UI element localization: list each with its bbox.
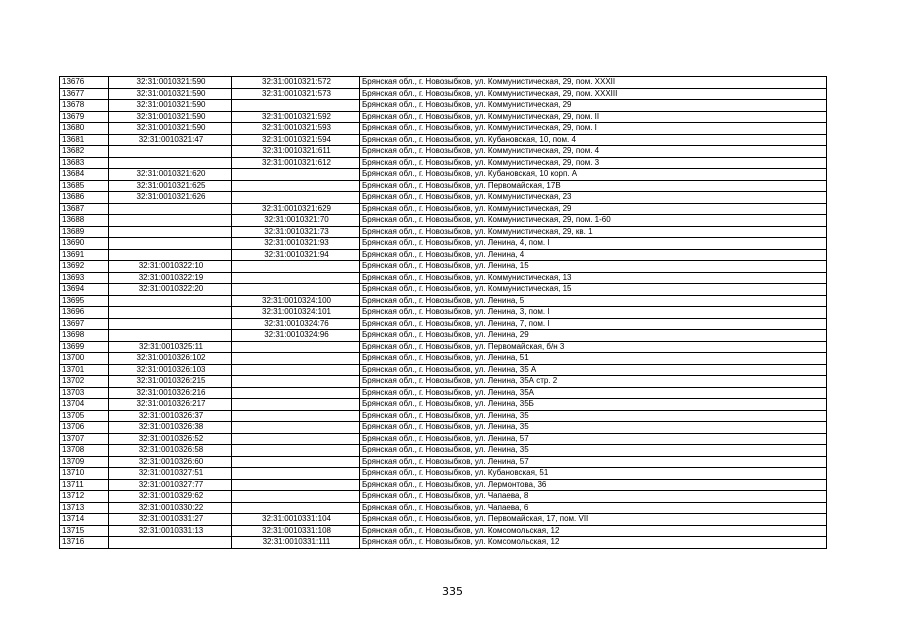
premises-cadastral-number-cell (232, 502, 360, 514)
premises-cadastral-number-cell: 32:31:0010321:573 (232, 88, 360, 100)
address-cell: Брянская обл., г. Новозыбков, ул. Коммунистическая, 29, пом. 3 (360, 157, 827, 169)
premises-cadastral-number-cell (232, 445, 360, 457)
premises-cadastral-number-cell (232, 261, 360, 273)
cadastral-number-cell: 32:31:0010326:103 (109, 364, 232, 376)
address-cell: Брянская обл., г. Новозыбков, ул. Лермонтова, 36 (360, 479, 827, 491)
row-number-cell: 13713 (60, 502, 109, 514)
cadastral-number-cell (109, 226, 232, 238)
premises-cadastral-number-cell: 32:31:0010331:108 (232, 525, 360, 537)
row-number-cell: 13676 (60, 77, 109, 89)
address-cell: Брянская обл., г. Новозыбков, ул. Ленина, 15 (360, 261, 827, 273)
cadastral-number-cell: 32:31:0010326:60 (109, 456, 232, 468)
table-row (60, 525, 827, 537)
cadastral-number-cell (109, 215, 232, 227)
table-row (60, 318, 827, 330)
address-cell: Брянская обл., г. Новозыбков, ул. Коммунистическая, 29, пом. XXXIII (360, 88, 827, 100)
address-cell: Брянская обл., г. Новозыбков, ул. Первомайская, 17, пом. VII (360, 514, 827, 526)
table-row (60, 215, 827, 227)
cadastral-number-cell (109, 330, 232, 342)
table-row (60, 479, 827, 491)
address-cell: Брянская обл., г. Новозыбков, ул. Кубановская, 10 корп. А (360, 169, 827, 181)
row-number-cell: 13686 (60, 192, 109, 204)
cadastral-number-cell: 32:31:0010321:590 (109, 123, 232, 135)
premises-cadastral-number-cell (232, 422, 360, 434)
table-row (60, 192, 827, 204)
table-row (60, 77, 827, 89)
row-number-cell: 13697 (60, 318, 109, 330)
registry-table (59, 76, 827, 549)
address-cell: Брянская обл., г. Новозыбков, ул. Ленина, 35А стр. 2 (360, 376, 827, 388)
address-cell: Брянская обл., г. Новозыбков, ул. Ленина, 29 (360, 330, 827, 342)
cadastral-number-cell (109, 203, 232, 215)
premises-cadastral-number-cell (232, 491, 360, 503)
table-row (60, 468, 827, 480)
address-cell: Брянская обл., г. Новозыбков, ул. Коммунистическая, 29 (360, 100, 827, 112)
table-row (60, 422, 827, 434)
premises-cadastral-number-cell (232, 364, 360, 376)
cadastral-number-cell: 32:31:0010321:47 (109, 134, 232, 146)
row-number-cell: 13690 (60, 238, 109, 250)
premises-cadastral-number-cell: 32:31:0010321:611 (232, 146, 360, 158)
table-row (60, 249, 827, 261)
premises-cadastral-number-cell: 32:31:0010321:70 (232, 215, 360, 227)
premises-cadastral-number-cell (232, 479, 360, 491)
address-cell: Брянская обл., г. Новозыбков, ул. Коммунистическая, 23 (360, 192, 827, 204)
address-cell: Брянская обл., г. Новозыбков, ул. Ленина, 57 (360, 456, 827, 468)
premises-cadastral-number-cell (232, 456, 360, 468)
premises-cadastral-number-cell (232, 284, 360, 296)
table-row (60, 238, 827, 250)
premises-cadastral-number-cell (232, 353, 360, 365)
registry-table-body (60, 77, 827, 549)
row-number-cell: 13700 (60, 353, 109, 365)
cadastral-number-cell: 32:31:0010326:58 (109, 445, 232, 457)
premises-cadastral-number-cell: 32:31:0010321:592 (232, 111, 360, 123)
cadastral-number-cell: 32:31:0010321:590 (109, 111, 232, 123)
premises-cadastral-number-cell (232, 433, 360, 445)
row-number-cell: 13716 (60, 537, 109, 549)
address-cell: Брянская обл., г. Новозыбков, ул. Ленина, 3, пом. I (360, 307, 827, 319)
address-cell: Брянская обл., г. Новозыбков, ул. Ленина, 4 (360, 249, 827, 261)
premises-cadastral-number-cell: 32:31:0010324:76 (232, 318, 360, 330)
address-cell: Брянская обл., г. Новозыбков, ул. Ленина, 4, пом. I (360, 238, 827, 250)
row-number-cell: 13704 (60, 399, 109, 411)
page-number: 335 (442, 585, 463, 598)
row-number-cell: 13679 (60, 111, 109, 123)
row-number-cell: 13698 (60, 330, 109, 342)
address-cell: Брянская обл., г. Новозыбков, ул. Коммунистическая, 15 (360, 284, 827, 296)
row-number-cell: 13708 (60, 445, 109, 457)
premises-cadastral-number-cell: 32:31:0010324:96 (232, 330, 360, 342)
premises-cadastral-number-cell: 32:31:0010321:93 (232, 238, 360, 250)
cadastral-number-cell: 32:31:0010326:38 (109, 422, 232, 434)
address-cell: Брянская обл., г. Новозыбков, ул. Комсомольская, 12 (360, 537, 827, 549)
premises-cadastral-number-cell: 32:31:0010321:593 (232, 123, 360, 135)
row-number-cell: 13696 (60, 307, 109, 319)
premises-cadastral-number-cell (232, 180, 360, 192)
cadastral-number-cell: 32:31:0010321:590 (109, 88, 232, 100)
table-row (60, 169, 827, 181)
cadastral-number-cell: 32:31:0010326:217 (109, 399, 232, 411)
cadastral-number-cell: 32:31:0010326:102 (109, 353, 232, 365)
cadastral-number-cell: 32:31:0010321:625 (109, 180, 232, 192)
premises-cadastral-number-cell: 32:31:0010324:100 (232, 295, 360, 307)
table-row (60, 433, 827, 445)
premises-cadastral-number-cell: 32:31:0010331:104 (232, 514, 360, 526)
row-number-cell: 13712 (60, 491, 109, 503)
address-cell: Брянская обл., г. Новозыбков, ул. Ленина, 35 (360, 422, 827, 434)
premises-cadastral-number-cell: 32:31:0010321:572 (232, 77, 360, 89)
address-cell: Брянская обл., г. Новозыбков, ул. Ленина, 35 А (360, 364, 827, 376)
row-number-cell: 13693 (60, 272, 109, 284)
premises-cadastral-number-cell (232, 100, 360, 112)
premises-cadastral-number-cell (232, 169, 360, 181)
cadastral-number-cell: 32:31:0010327:51 (109, 468, 232, 480)
cadastral-number-cell (109, 238, 232, 250)
cadastral-number-cell: 32:31:0010322:10 (109, 261, 232, 273)
cadastral-number-cell: 32:31:0010325:11 (109, 341, 232, 353)
premises-cadastral-number-cell: 32:31:0010331:111 (232, 537, 360, 549)
cadastral-number-cell: 32:31:0010322:19 (109, 272, 232, 284)
table-row (60, 88, 827, 100)
address-cell: Брянская обл., г. Новозыбков, ул. Первомайская, 17В (360, 180, 827, 192)
row-number-cell: 13701 (60, 364, 109, 376)
address-cell: Брянская обл., г. Новозыбков, ул. Ленина, 57 (360, 433, 827, 445)
table-row (60, 100, 827, 112)
row-number-cell: 13682 (60, 146, 109, 158)
table-row (60, 203, 827, 215)
row-number-cell: 13706 (60, 422, 109, 434)
address-cell: Брянская обл., г. Новозыбков, ул. Ленина, 5 (360, 295, 827, 307)
table-row (60, 307, 827, 319)
address-cell: Брянская обл., г. Новозыбков, ул. Ленина, 7, пом. I (360, 318, 827, 330)
row-number-cell: 13711 (60, 479, 109, 491)
cadastral-number-cell: 32:31:0010326:216 (109, 387, 232, 399)
cadastral-number-cell (109, 537, 232, 549)
address-cell: Брянская обл., г. Новозыбков, ул. Кубановская, 51 (360, 468, 827, 480)
cadastral-number-cell (109, 249, 232, 261)
premises-cadastral-number-cell: 32:31:0010321:94 (232, 249, 360, 261)
row-number-cell: 13688 (60, 215, 109, 227)
row-number-cell: 13680 (60, 123, 109, 135)
cadastral-number-cell (109, 146, 232, 158)
row-number-cell: 13687 (60, 203, 109, 215)
row-number-cell: 13691 (60, 249, 109, 261)
row-number-cell: 13714 (60, 514, 109, 526)
row-number-cell: 13689 (60, 226, 109, 238)
address-cell: Брянская обл., г. Новозыбков, ул. Коммунистическая, 29, пом. II (360, 111, 827, 123)
address-cell: Брянская обл., г. Новозыбков, ул. Ленина, 35 (360, 410, 827, 422)
cadastral-number-cell: 32:31:0010330:22 (109, 502, 232, 514)
cadastral-number-cell (109, 157, 232, 169)
address-cell: Брянская обл., г. Новозыбков, ул. Коммунистическая, 29 (360, 203, 827, 215)
table-row (60, 537, 827, 549)
cadastral-number-cell: 32:31:0010322:20 (109, 284, 232, 296)
address-cell: Брянская обл., г. Новозыбков, ул. Коммунистическая, 29, пом. 4 (360, 146, 827, 158)
row-number-cell: 13683 (60, 157, 109, 169)
address-cell: Брянская обл., г. Новозыбков, ул. Комсомольская, 12 (360, 525, 827, 537)
premises-cadastral-number-cell (232, 376, 360, 388)
table-row (60, 180, 827, 192)
row-number-cell: 13685 (60, 180, 109, 192)
table-row (60, 157, 827, 169)
address-cell: Брянская обл., г. Новозыбков, ул. Чапаева, 6 (360, 502, 827, 514)
table-row (60, 399, 827, 411)
premises-cadastral-number-cell (232, 410, 360, 422)
premises-cadastral-number-cell (232, 272, 360, 284)
address-cell: Брянская обл., г. Новозыбков, ул. Чапаева, 8 (360, 491, 827, 503)
address-cell: Брянская обл., г. Новозыбков, ул. Кубановская, 10, пом. 4 (360, 134, 827, 146)
cadastral-number-cell: 32:31:0010327:77 (109, 479, 232, 491)
table-row (60, 295, 827, 307)
cadastral-number-cell: 32:31:0010331:13 (109, 525, 232, 537)
row-number-cell: 13692 (60, 261, 109, 273)
cadastral-number-cell (109, 307, 232, 319)
cadastral-number-cell: 32:31:0010326:52 (109, 433, 232, 445)
premises-cadastral-number-cell (232, 387, 360, 399)
table-row (60, 502, 827, 514)
table-row (60, 445, 827, 457)
row-number-cell: 13702 (60, 376, 109, 388)
cadastral-number-cell (109, 295, 232, 307)
premises-cadastral-number-cell: 32:31:0010321:612 (232, 157, 360, 169)
premises-cadastral-number-cell (232, 399, 360, 411)
address-cell: Брянская обл., г. Новозыбков, ул. Ленина, 35Б (360, 399, 827, 411)
cadastral-number-cell: 32:31:0010331:27 (109, 514, 232, 526)
cadastral-number-cell (109, 318, 232, 330)
table-row (60, 123, 827, 135)
table-row (60, 376, 827, 388)
row-number-cell: 13684 (60, 169, 109, 181)
row-number-cell: 13709 (60, 456, 109, 468)
table-row (60, 226, 827, 238)
table-row (60, 330, 827, 342)
address-cell: Брянская обл., г. Новозыбков, ул. Первомайская, б/н 3 (360, 341, 827, 353)
address-cell: Брянская обл., г. Новозыбков, ул. Коммунистическая, 29, кв. 1 (360, 226, 827, 238)
table-row (60, 491, 827, 503)
row-number-cell: 13715 (60, 525, 109, 537)
table-row (60, 387, 827, 399)
table-row (60, 284, 827, 296)
address-cell: Брянская обл., г. Новозыбков, ул. Коммунистическая, 29, пом. I (360, 123, 827, 135)
premises-cadastral-number-cell (232, 468, 360, 480)
row-number-cell: 13694 (60, 284, 109, 296)
address-cell: Брянская обл., г. Новозыбков, ул. Ленина, 35А (360, 387, 827, 399)
row-number-cell: 13695 (60, 295, 109, 307)
premises-cadastral-number-cell (232, 341, 360, 353)
cadastral-number-cell: 32:31:0010321:620 (109, 169, 232, 181)
cadastral-number-cell: 32:31:0010326:37 (109, 410, 232, 422)
table-row (60, 364, 827, 376)
table-row (60, 456, 827, 468)
row-number-cell: 13678 (60, 100, 109, 112)
table-row (60, 353, 827, 365)
table-row (60, 111, 827, 123)
table-row (60, 272, 827, 284)
row-number-cell: 13681 (60, 134, 109, 146)
address-cell: Брянская обл., г. Новозыбков, ул. Коммунистическая, 13 (360, 272, 827, 284)
premises-cadastral-number-cell: 32:31:0010321:594 (232, 134, 360, 146)
row-number-cell: 13710 (60, 468, 109, 480)
address-cell: Брянская обл., г. Новозыбков, ул. Ленина, 51 (360, 353, 827, 365)
premises-cadastral-number-cell: 32:31:0010324:101 (232, 307, 360, 319)
cadastral-number-cell: 32:31:0010321:590 (109, 77, 232, 89)
cadastral-number-cell: 32:31:0010321:590 (109, 100, 232, 112)
premises-cadastral-number-cell: 32:31:0010321:629 (232, 203, 360, 215)
row-number-cell: 13699 (60, 341, 109, 353)
row-number-cell: 13677 (60, 88, 109, 100)
table-row (60, 410, 827, 422)
row-number-cell: 13705 (60, 410, 109, 422)
table-row (60, 341, 827, 353)
table-row (60, 134, 827, 146)
address-cell: Брянская обл., г. Новозыбков, ул. Коммунистическая, 29, пом. XXXII (360, 77, 827, 89)
cadastral-number-cell: 32:31:0010321:626 (109, 192, 232, 204)
address-cell: Брянская обл., г. Новозыбков, ул. Коммунистическая, 29, пом. 1-60 (360, 215, 827, 227)
premises-cadastral-number-cell: 32:31:0010321:73 (232, 226, 360, 238)
row-number-cell: 13707 (60, 433, 109, 445)
table-row (60, 514, 827, 526)
address-cell: Брянская обл., г. Новозыбков, ул. Ленина, 35 (360, 445, 827, 457)
table-row (60, 146, 827, 158)
cadastral-number-cell: 32:31:0010326:215 (109, 376, 232, 388)
premises-cadastral-number-cell (232, 192, 360, 204)
cadastral-number-cell: 32:31:0010329:62 (109, 491, 232, 503)
row-number-cell: 13703 (60, 387, 109, 399)
table-row (60, 261, 827, 273)
